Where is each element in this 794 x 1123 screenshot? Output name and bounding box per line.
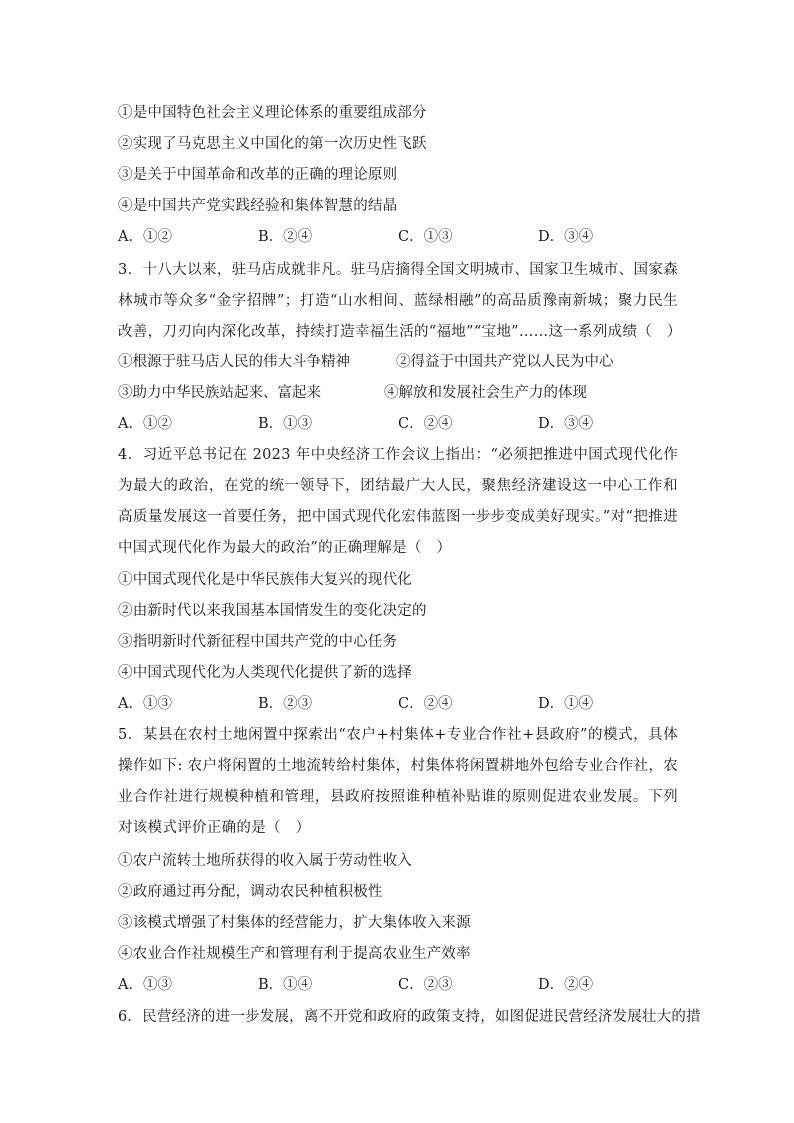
q5-options (118, 975, 678, 995)
q2-options (118, 227, 678, 247)
q3-option-c: C．②④ (398, 416, 453, 432)
q4-option-c: C．②④ (398, 696, 453, 712)
q3-option-d: D．③④ (538, 416, 594, 432)
q5-item-4: ④农业合作社规模生产和管理有利于提高农业生产效率 (118, 946, 471, 962)
q5-stem: 5．某县在农村土地闲置中探索出“农户+村集体+专业合作社+县政府”的模式，具体操作如下: 农户将闲置的土地流转给村集体，村集体将闲置耕地外包给专业合作社，农业合作社进行规模种植和管理，县政府按照谁种植补贴谁的原则促进农业发展。下列对该模式评价正确的是（ ） (118, 727, 678, 836)
q3-item-1: ①根源于驻马店人民的伟大斗争精神 (118, 354, 350, 370)
q3-options (118, 414, 678, 434)
q4-option-a: A．①③ (118, 696, 172, 712)
q6-stem: 6．民营经济的进一步发展，离不开党和政府的政策支持，如图促进民营经济发展壮大的措 (118, 1009, 701, 1025)
q2-item-3: ③是关于中国革命和改革的正确的理论原则 (118, 167, 398, 183)
q5-option-d: D．②④ (538, 977, 594, 993)
q4-option-b: B．②③ (258, 696, 313, 712)
q2-option-d: D．③④ (538, 229, 594, 245)
q3-option-b: B．①③ (258, 416, 313, 432)
q5-item-3: ③该模式增强了村集体的经营能力，扩大集体收入来源 (118, 915, 471, 931)
q3-stem: 3．十八大以来，驻马店成就非凡。驻马店摘得全国文明城市、国家卫生城市、国家森林城市等众多“金字招牌”；打造“山水相间、蓝绿相融”的高品质豫南新城；聚力民生改善，刀刃向内深化改革，持续打造幸福生活的“福地”“宝地”……这一系列成绩（ ） (118, 262, 682, 340)
q4-stem: 4．习近平总书记在 2023 年中央经济工作会议上指出：“必须把推进中国式现代化作为最大的政治，在党的统一领导下，团结最广大人民，聚焦经济建设这一中心工作和高质量发展这一首要任务，把中国式现代化宏伟蓝图一步步变成美好现实。”对“把推进中国式现代化作为最大的政治”的正确理解是（ ） (118, 447, 678, 556)
q2-item-4: ④是中国共产党实践经验和集体智慧的结晶 (118, 198, 398, 214)
q5-item-2: ②政府通过再分配，调动农民种植积极性 (118, 884, 383, 900)
q5-item-1: ①农户流转土地所获得的收入属于劳动性收入 (118, 853, 412, 869)
q4-item-3: ③指明新时代新征程中国共产党的中心任务 (118, 634, 398, 650)
q5-option-a: A．①③ (118, 977, 172, 993)
q2-item-1: ①是中国特色社会主义理论体系的重要组成部分 (118, 105, 427, 121)
q4-item-1: ①中国式现代化是中华民族伟大复兴的现代化 (118, 572, 412, 588)
q3-item-2: ②得益于中国共产党以人民为中心 (396, 354, 614, 370)
q4-item-2: ②由新时代以来我国基本国情发生的变化决定的 (118, 603, 427, 619)
q4-options (118, 694, 678, 714)
q4-option-d: D．①④ (538, 696, 594, 712)
q3-option-a: A．①② (118, 416, 172, 432)
q2-option-c: C．①③ (398, 229, 453, 245)
q3-item-3: ③助力中华民族站起来、富起来 (118, 385, 321, 401)
q2-item-2: ②实现了马克思主义中国化的第一次历史性飞跃 (118, 136, 427, 152)
q2-option-b: B．②④ (258, 229, 313, 245)
q2-option-a: A．①② (118, 229, 172, 245)
q5-option-c: C．②③ (398, 977, 453, 993)
q4-item-4: ④中国式现代化为人类现代化提供了新的选择 (118, 665, 412, 681)
q5-option-b: B．①④ (258, 977, 313, 993)
q3-item-4: ④解放和发展社会生产力的体现 (384, 385, 587, 401)
